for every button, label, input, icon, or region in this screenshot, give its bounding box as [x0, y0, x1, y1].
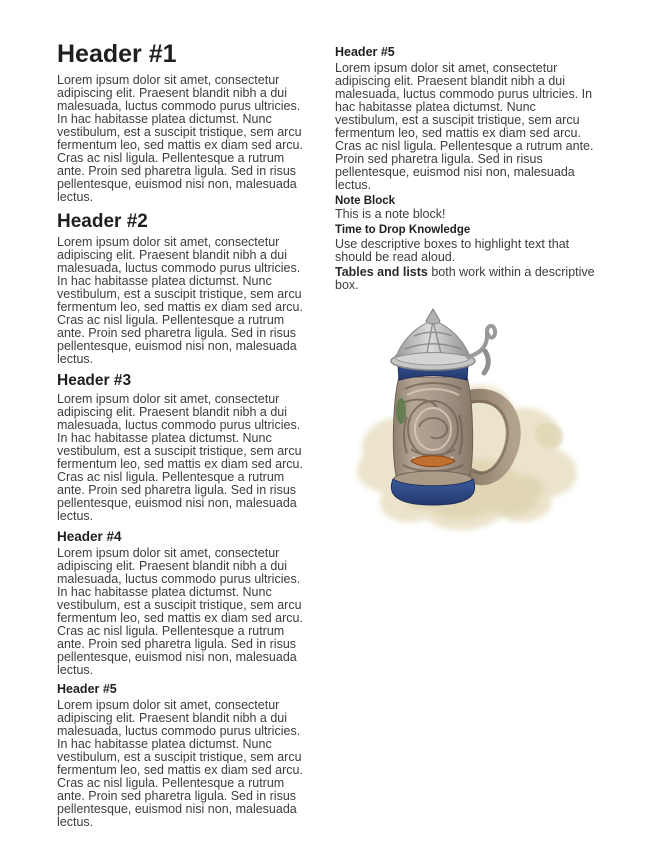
- green-accent: [396, 398, 406, 424]
- knowledge-text: Use descriptive boxes to highlight text that should be read aloud.: [335, 236, 570, 264]
- stein-illustration: [341, 307, 593, 539]
- heading-5-left: Header #5: [57, 682, 117, 696]
- paragraph-6: Lorem ipsum dolor sit amet, consectetur adipiscing elit. Praesent blandit nibh a dui malesuada, luctus commodo purus ultricies. In hac habitasse platea dictumst. Nunc vestibulum, est a suscipit tristique, sem arcu fermentum leo, sed mattis ex diam sed arcu. Cras ac nisl ligula. Pellentesque a rutrum ante. Proin sed pharetra ligula. Sed in risus pellentesque, euismod nisi non, malesuada lectus.: [335, 60, 594, 192]
- tables-lists-rest: both work within a descriptive box.: [335, 264, 595, 292]
- lid-finial: [426, 309, 440, 324]
- beer-stein-image: [341, 307, 593, 539]
- paragraph-4: Lorem ipsum dolor sit amet, consectetur adipiscing elit. Praesent blandit nibh a dui malesuada, luctus commodo purus ultricies. In hac habitasse platea dictumst. Nunc vestibulum, est a suscipit tristique, sem arcu fermentum leo, sed mattis ex diam sed arcu. Cras ac nisl ligula. Pellentesque a rutrum ante. Proin sed pharetra ligula. Sed in risus pellentesque, euismod nisi non, malesuada lectus.: [57, 546, 303, 677]
- thumb-lever-stem: [484, 351, 488, 373]
- note-block-heading: Note Block: [335, 194, 396, 207]
- right-column: [335, 40, 597, 844]
- knowledge-heading: Time to Drop Knowledge: [335, 224, 471, 237]
- lid-cone: [396, 320, 470, 357]
- heading-5-right: Header #5: [335, 45, 395, 59]
- paragraph-5: Lorem ipsum dolor sit amet, consectetur adipiscing elit. Praesent blandit nibh a dui malesuada, luctus commodo purus ultricies. In hac habitasse platea dictumst. Nunc vestibulum, est a suscipit tristique, sem arcu fermentum leo, sed mattis ex diam sed arcu. Cras ac nisl ligula. Pellentesque a rutrum ante. Proin sed pharetra ligula. Sed in risus pellentesque, euismod nisi non, malesuada lectus.: [57, 697, 303, 829]
- paragraph-3: Lorem ipsum dolor sit amet, consectetur adipiscing elit. Praesent blandit nibh a dui malesuada, luctus commodo purus ultricies. In hac habitasse platea dictumst. Nunc vestibulum, est a suscipit tristique, sem arcu fermentum leo, sed mattis ex diam sed arcu. Cras ac nisl ligula. Pellentesque a rutrum ante. Proin sed pharetra ligula. Sed in risus pellentesque, euismod nisi non, malesuada lectus.: [57, 391, 303, 523]
- tables-lists-bold: Tables and lists: [335, 264, 428, 279]
- thumb-lever: [468, 326, 495, 357]
- paragraph-1: Lorem ipsum dolor sit amet, consectetur adipiscing elit. Praesent blandit nibh a dui malesuada, luctus commodo purus ultricies. In hac habitasse platea dictumst. Nunc vestibulum, est a suscipit tristique, sem arcu fermentum leo, sed mattis ex diam sed arcu. Cras ac nisl ligula. Pellentesque a rutrum ante. Proin sed pharetra ligula. Sed in risus pellentesque, euismod nisi non, malesuada lectus.: [57, 73, 303, 204]
- left-column: [57, 40, 310, 844]
- note-block-text: This is a note block!: [335, 207, 446, 222]
- tables-lists-text: [335, 266, 597, 292]
- heading-3: Header #3: [57, 372, 132, 389]
- paragraph-2: Lorem ipsum dolor sit amet, consectetur adipiscing elit. Praesent blandit nibh a dui malesuada, luctus commodo purus ultricies. In hac habitasse platea dictumst. Nunc vestibulum, est a suscipit tristique, sem arcu fermentum leo, sed mattis ex diam sed arcu. Cras ac nisl ligula. Pellentesque a rutrum ante. Proin sed pharetra ligula. Sed in risus pellentesque, euismod nisi non, malesuada lectus.: [57, 235, 303, 366]
- heading-1: Header #1: [57, 40, 177, 68]
- heading-2: Header #2: [57, 211, 148, 232]
- heading-4: Header #4: [57, 528, 122, 544]
